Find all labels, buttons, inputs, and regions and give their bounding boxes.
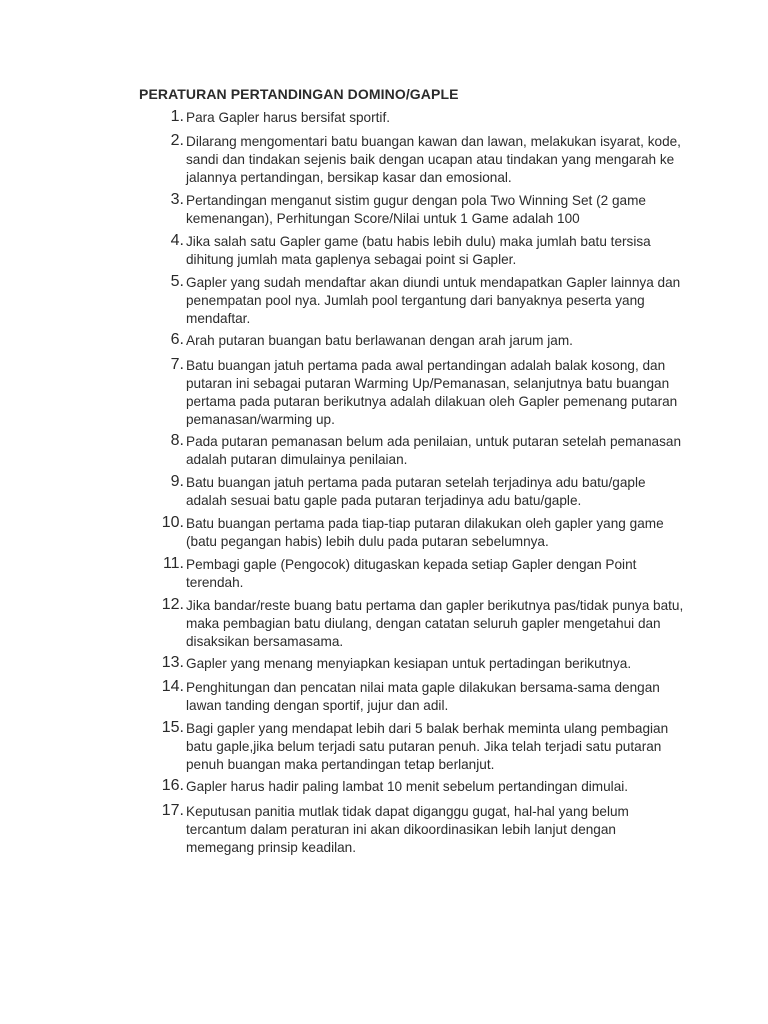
rule-text: Para Gapler harus bersifat sportif. [186,110,390,125]
rule-text: Dilarang mengomentari batu buangan kawan dan lawan, melakukan isyarat, kode, sandi dan tindakan sejenis baik dengan ucapan atau tindakan yang mengarah ke jalannya pertandingan, bersikap kasar dan emosional. [186,134,681,185]
rule-number: 8. [170,432,184,449]
document-title: PERATURAN PERTANDINGAN DOMINO/GAPLE [139,86,459,102]
rule-number: 6. [170,331,184,348]
rule-text: Batu buangan jatuh pertama pada awal pertandingan adalah balak kosong, dan putaran ini sebagai putaran Warming Up/Pemanasan, selanjutnya batu buangan pertama pada putaran berikutnya adalah dilakuan oleh Gapler pemenang putaran pemanasan/warming up. [186,358,678,427]
rule-text: Keputusan panitia mutlak tidak dapat diganggu gugat, hal-hal yang belum tercantum dalam peraturan ini akan dikoordinasikan lebih lanjut dengan memegang prinsip keadilan. [186,804,629,855]
rule-text: Jika salah satu Gapler game (batu habis lebih dulu) maka jumlah batu tersisa dihitung jumlah mata gaplenya sebagai point si Gapler. [186,234,651,267]
rule-text: Gapler yang sudah mendaftar akan diundi untuk mendapatkan Gapler lainnya dan penempatan pool nya. Jumlah pool tergantung dari banyaknya peserta yang mendaftar. [186,275,681,326]
rule-number: 1. [170,108,184,125]
rule-text: Pada putaran pemanasan belum ada penilaian, untuk putaran setelah pemanasan adalah putaran dimulainya penilaian. [186,434,682,467]
rule-text: Arah putaran buangan batu berlawanan dengan arah jarum jam. [186,333,573,348]
rule-number: 12. [161,596,184,613]
rule-number: 4. [170,232,184,249]
rule-number: 5. [170,273,184,290]
rule-text: Batu buangan jatuh pertama pada putaran setelah terjadinya adu batu/gaple adalah sesuai batu gaple pada putaran terjadinya adu batu/gaple. [186,475,646,508]
rule-text: Jika bandar/reste buang batu pertama dan gapler berikutnya pas/tidak punya batu, maka pembagian batu diulang, dengan catatan seluruh gapler mengetahui dan disaksikan bersamasama. [186,598,684,649]
rule-number: 7. [170,356,184,373]
rule-text: Pertandingan menganut sistim gugur dengan pola Two Winning Set (2 game kemenangan), Perhitungan Score/Nilai untuk 1 Game adalah 100 [186,193,646,226]
rule-number: 16. [161,777,184,794]
rule-number: 17. [161,802,184,819]
rule-text: Bagi gapler yang mendapat lebih dari 5 balak berhak meminta ulang pembagian batu gaple,jika belum terjadi satu putaran penuh. Jika telah terjadi satu putaran penuh buangan maka pertandingan tetap berlanjut. [186,721,669,772]
rule-number: 10. [161,514,184,531]
rule-number: 9. [170,473,184,490]
rule-text: Pembagi gaple (Pengocok) ditugaskan kepada setiap Gapler dengan Point terendah. [186,557,637,590]
rule-number: 15. [161,719,184,736]
rule-number: 14. [161,678,184,695]
rule-text: Gapler harus hadir paling lambat 10 menit sebelum pertandingan dimulai. [186,779,629,794]
rule-number: 2. [170,132,184,149]
rule-number: 13. [161,654,184,671]
rule-text: Batu buangan pertama pada tiap-tiap putaran dilakukan oleh gapler yang game (batu pegangan habis) lebih dulu pada putaran sebelumnya. [186,516,664,549]
rule-number: 11. [162,555,184,572]
rule-text: Penghitungan dan pencatan nilai mata gaple dilakukan bersama-sama dengan lawan tanding dengan sportif, jujur dan adil. [186,680,660,713]
rule-text: Gapler yang menang menyiapkan kesiapan untuk pertadingan berikutnya. [186,656,632,671]
rule-number: 3. [170,191,184,208]
